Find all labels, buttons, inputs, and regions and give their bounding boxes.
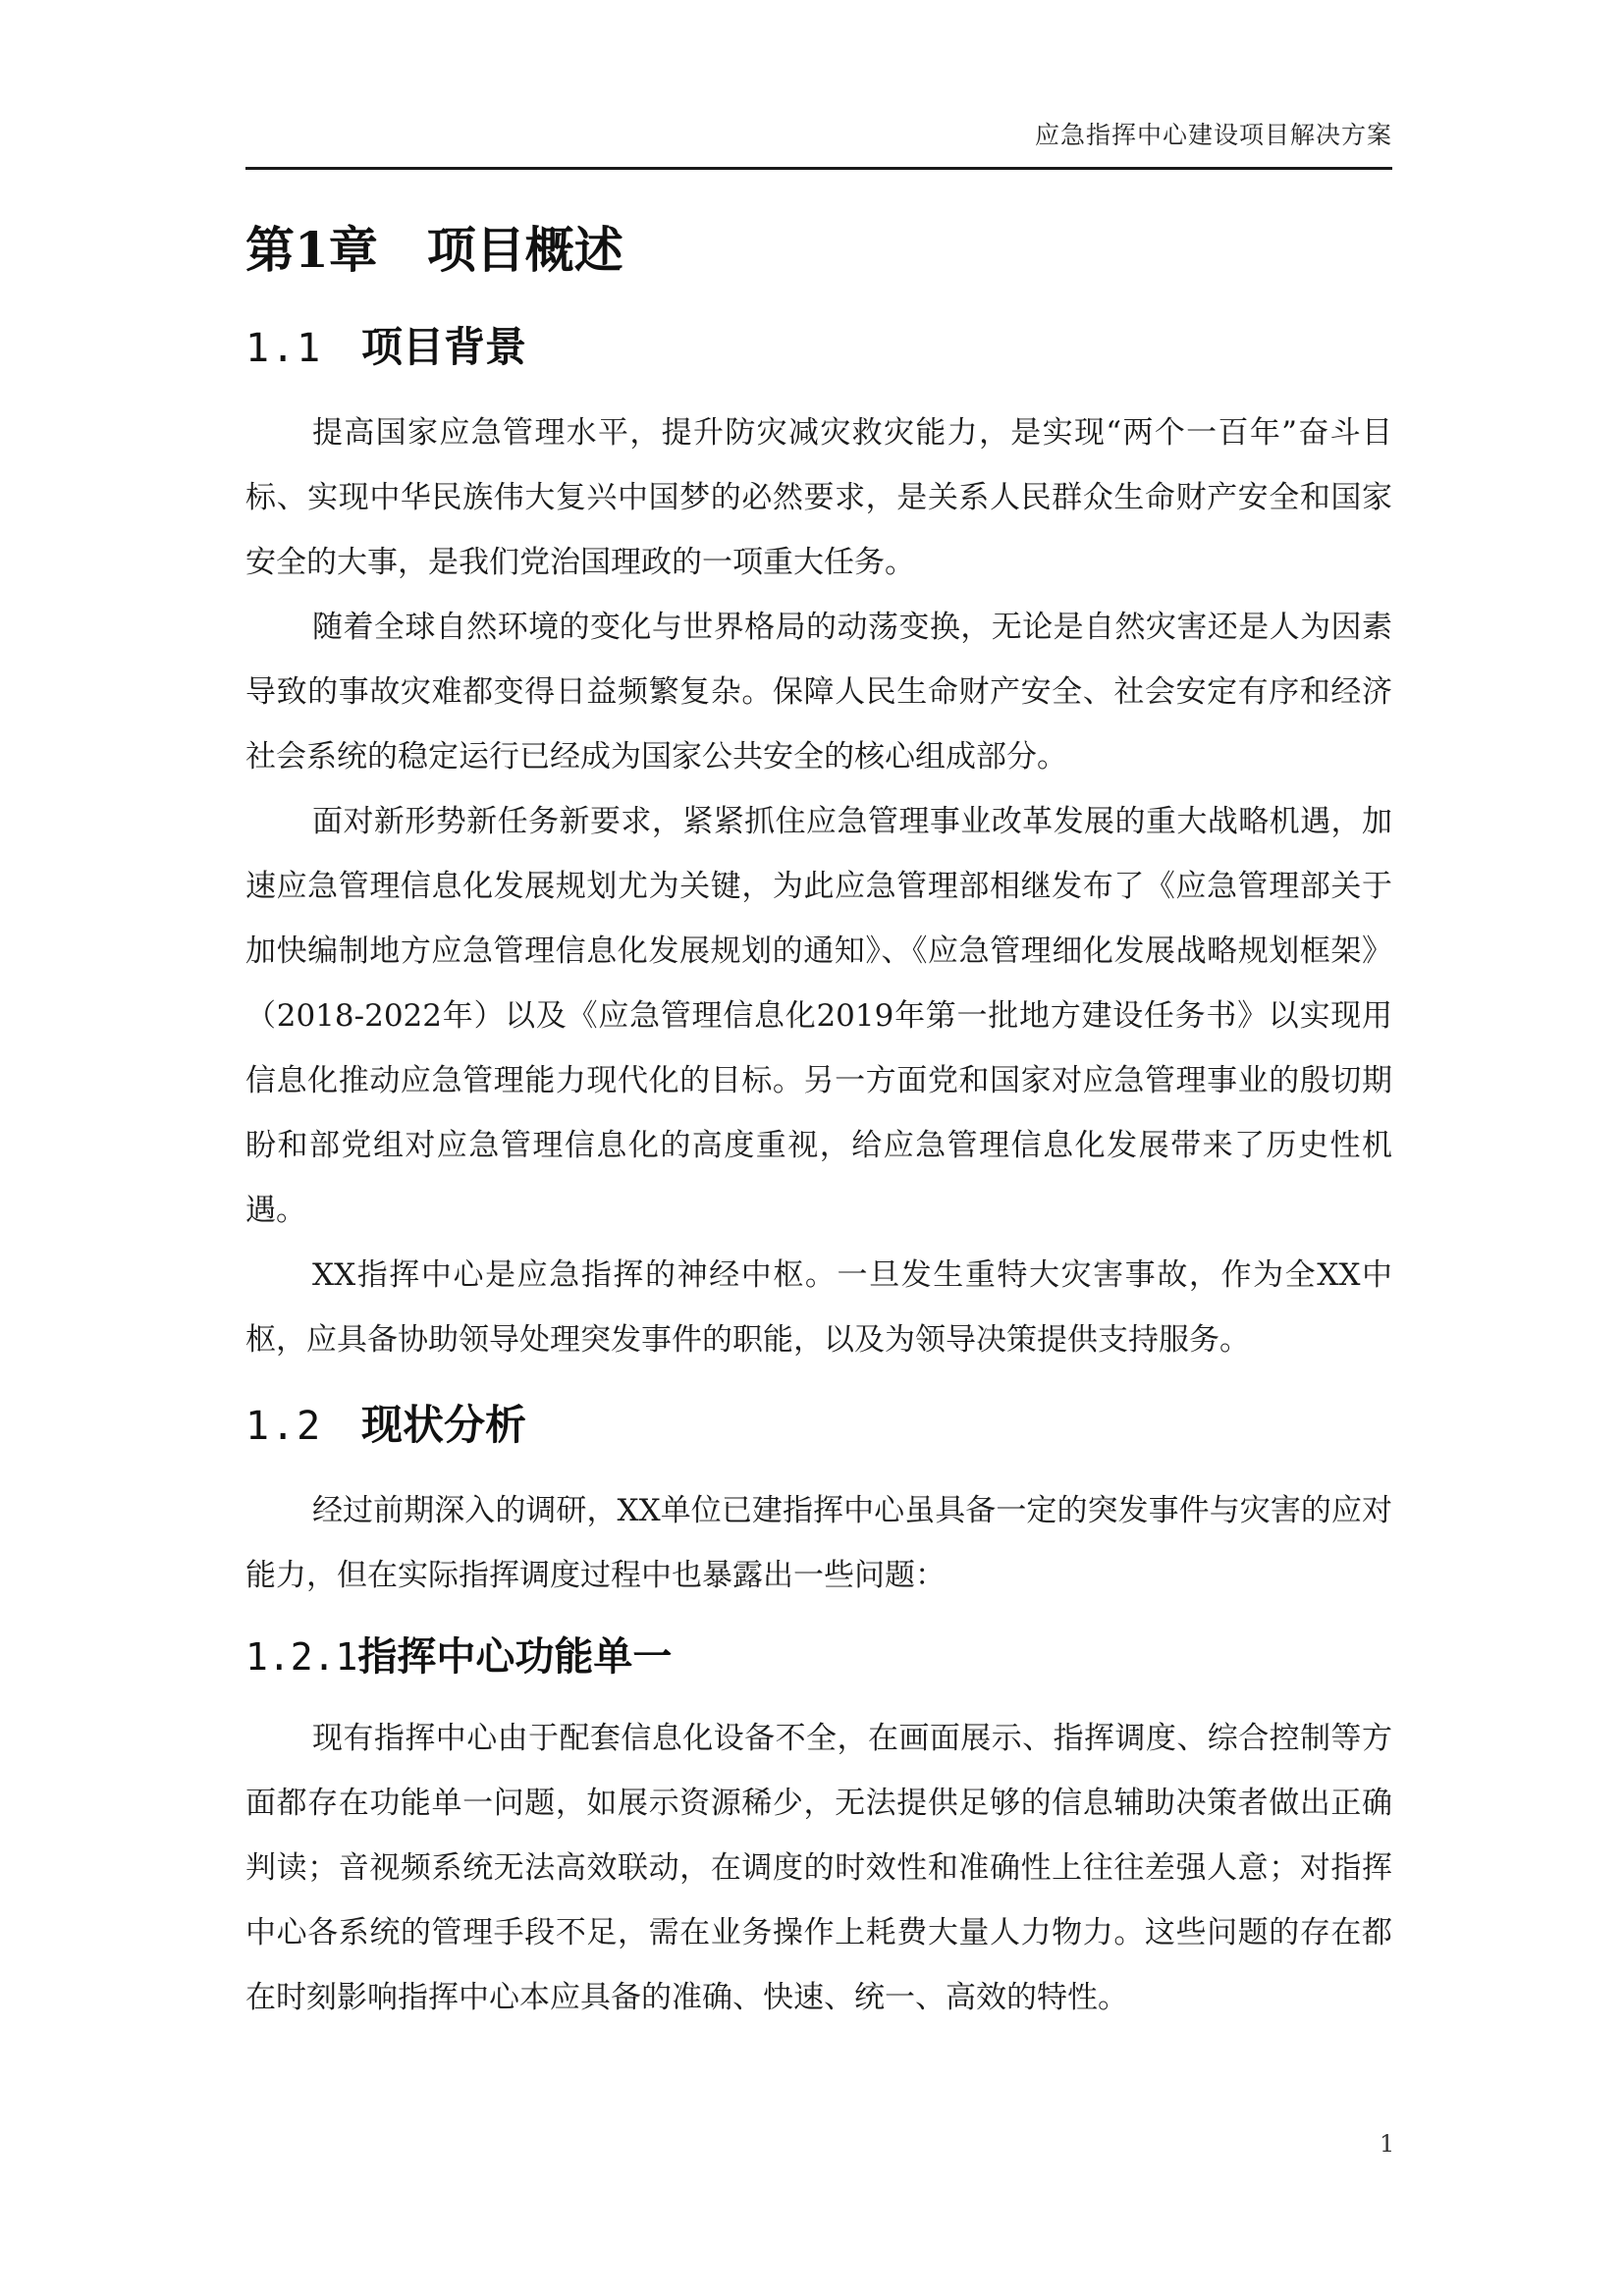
subsection-heading-1-2-1: [245, 1608, 1392, 1706]
section-title: 现状分析: [361, 1401, 527, 1449]
subsection-title: 指挥中心功能单一: [357, 1633, 673, 1680]
page-number: 1: [1380, 2130, 1395, 2158]
page-header: [245, 108, 1392, 170]
paragraph: 现有指挥中心由于配套信息化设备不全，在画面展示、指挥调度、综合控制等方面都存在功能单一问题，如展示资源稀少，无法提供足够的信息辅助决策者做出正确判读；音视频系统无法高效联动，在调度的时效性和准确性上往往差强人意；对指挥中心各系统的管理手段不足，需在业务操作上耗费大量人力物力。这些问题的存在都在时刻影响指挥中心本应具备的准确、快速、统一、高效的特性。: [245, 1721, 1392, 2015]
section-heading-1-1: [245, 294, 1392, 400]
running-header-title: 应急指挥中心建设项目解决方案: [1034, 121, 1392, 149]
paragraph: 经过前期深入的调研，XX单位已建指挥中心虽具备一定的突发事件与灾害的应对能力，但在实际指挥调度过程中也暴露出一些问题：: [245, 1493, 1392, 1593]
paragraph: 提高国家应急管理水平，提升防灾减灾救灾能力，是实现“两个一百年”奋斗目标、实现中华民族伟大复兴中国梦的必然要求，是关系人民群众生命财产安全和国家安全的大事，是我们党治国理政的一项重大任务。: [245, 415, 1392, 580]
section-heading-1-2: [245, 1372, 1392, 1478]
section-number: 1.2: [245, 1404, 323, 1449]
subsection-number: 1.2.1: [245, 1635, 358, 1679]
paragraph: 面对新形势新任务新要求，紧紧抓住应急管理事业改革发展的重大战略机遇，加速应急管理信息化发展规划尤为关键，为此应急管理部相继发布了《应急管理部关于加快编制地方应急管理信息化发展规划的通知》、《应急管理细化发展战略规划框架》（2018-2022年）以及《应急管理信息化2019年第一批地方建设任务书》以实现用信息化推动应急管理能力现代化的目标。另一方面党和国家对应急管理事业的殷切期盼和部党组对应急管理信息化的高度重视，给应急管理信息化发展带来了历史性机遇。: [245, 804, 1392, 1228]
section-title: 项目背景: [361, 323, 527, 371]
paragraph: 随着全球自然环境的变化与世界格局的动荡变换，无论是自然灾害还是人为因素导致的事故灾难都变得日益频繁复杂。保障人民生命财产安全、社会安定有序和经济社会系统的稳定运行已经成为国家公共安全的核心组成部分。: [245, 610, 1392, 774]
document-body: [245, 206, 1392, 2030]
paragraph: XX指挥中心是应急指挥的神经中枢。一旦发生重特大灾害事故，作为全XX中枢，应具备协助领导处理突发事件的职能，以及为领导决策提供支持服务。: [245, 1257, 1392, 1358]
section-number: 1.1: [245, 326, 323, 371]
chapter-title: 第1章 项目概述: [245, 221, 623, 279]
